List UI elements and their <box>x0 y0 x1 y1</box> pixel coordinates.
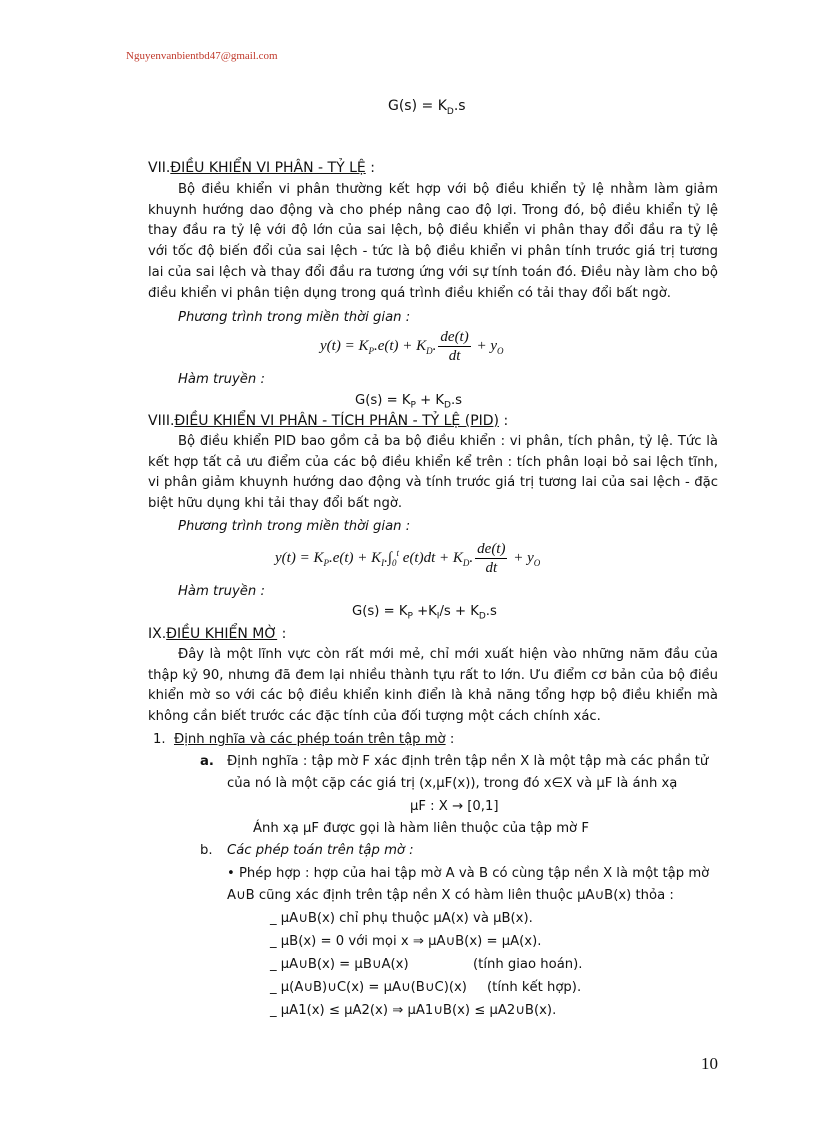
section9-paragraph: Đây là một lĩnh vực còn rất mới mẻ, chỉ mới xuất hiện vào những năm đầu của thập kỷ 90, nhưng đã đem lại nhiều thành tựu rất to lớn. Ưu điểm cơ bản của bộ điều khiển mờ so với các bộ điều khiển kinh điển là khả năng tổng hợp bộ điều khiển mà không cần biết trước các đặc tính của đối tượng một cách chính xác. <box>148 647 718 725</box>
section7-transfer-formula: $G(s) = K_P + K_D.s$ <box>355 393 463 411</box>
prop-3: _ μA∪B(x) = μB∪A(x) <box>270 957 409 972</box>
item-a-line3: Ánh xạ μF được gọi là hàm liên thuộc của tập mờ F <box>253 821 589 836</box>
item1-heading: 1. Định nghĩa và các phép toán trên tập mờ : <box>153 732 455 747</box>
header-email: Nguyenvanbientbd47@gmail.com <box>126 50 278 62</box>
section8-time-formula: $y(t) = K_P.e(t) + K_I.\int_0^t$ $e(t)dt + K_D$. $\frac{de(t)}{dt}$ + $y_O$ <box>275 541 541 576</box>
item-a-line1: Định nghĩa : tập mờ F xác định trên tập nền X là một tập mà các phần tử <box>227 754 709 769</box>
item-a-label: a. <box>200 754 214 769</box>
section8-time-domain-label: Phương trình trong miền thời gian : <box>178 519 411 534</box>
prop-2: _ μB(x) = 0 với mọi x ⇒ μA∪B(x) = μA(x). <box>270 934 542 949</box>
section9-heading: IX.ĐIỀU KHIỂN MỜ : <box>148 626 287 642</box>
page-number: 10 <box>701 1054 718 1073</box>
section7-time-domain-label: Phương trình trong miền thời gian : <box>178 310 411 325</box>
item-a-line2: của nó là một cặp các giá trị (x,μF(x)), trong đó x∈X và μF là ánh xạ <box>227 776 678 791</box>
prop-3-note: (tính giao hoán). <box>473 957 583 972</box>
prop-1: _ μA∪B(x) chỉ phụ thuộc μA(x) và μB(x). <box>270 911 533 926</box>
union-line2: A∪B cũng xác định trên tập nền X có hàm liên thuộc μA∪B(x) thỏa : <box>227 888 674 903</box>
section7-paragraph: Bộ điều khiển vi phân thường kết hợp với bộ điều khiển tỷ lệ nhằm làm giảm khuynh hướng dao động và cho phép nâng cao độ lợi. Trong đó, bộ điều khiển tỷ lệ thay đầu ra tỷ lệ với độ lớn của sai lệch, bộ điều khiển vi phân thay đổi đầu ra tỷ lệ với tốc độ biến đổi của sai lệch - tức là bộ điều khiển vi phân tính trước giá trị tương lai của sai lệch và thay đổi đầu ra tương ứng với sự tính toán đó. Điều này làm cho bộ điều khiển vi phân tiện dụng trong quá trình điều khiển có tải thay đổi bất ngờ. <box>148 182 718 301</box>
section7-heading: VII.ĐIỀU KHIỂN VI PHÂN - TỶ LỆ : <box>148 160 375 176</box>
prop-4: _ μ(A∪B)∪C(x) = μA∪(B∪C)(x) <box>270 980 467 995</box>
prop-4-note: (tính kết hợp). <box>487 980 582 995</box>
section7-time-formula: $y(t) = K_P.e(t) + K_D$. $\frac{de(t)}{dt}$ + $y_O$ <box>320 329 504 364</box>
section7-transfer-label: Hàm truyền : <box>178 372 265 387</box>
formula-top: $G(s) = K_D.s$ <box>388 98 466 117</box>
item-a-map: μF : X → [0,1] <box>410 799 499 814</box>
item-b-label: b. <box>200 843 213 858</box>
section8-paragraph: Bộ điều khiển PID bao gồm cả ba bộ điều khiển : vi phân, tích phân, tỷ lệ. Tức là kết hợp tất cả ưu điểm của các bộ điều khiển kể trên : tích phân loại bỏ sai lệch tĩnh, vi phân giảm khuynh hướng dao động và tính trước giá trị tương lai của sai lệch - đặc biệt hữu dụng khi tải thay đổi bất ngờ. <box>148 434 718 512</box>
item-b-title: Các phép toán trên tập mờ : <box>227 843 414 858</box>
section8-transfer-label: Hàm truyền : <box>178 584 265 599</box>
union-line1: • Phép hợp : hợp của hai tập mờ A và B có cùng tập nền X là một tập mờ <box>227 866 710 881</box>
section8-transfer-formula: $G(s) = K_P +K_I/s + K_D.s$ <box>352 604 497 622</box>
section8-heading: VIII.ĐIỀU KHIỂN VI PHÂN - TÍCH PHÂN - TỶ LỆ (PID) : <box>148 413 509 429</box>
prop-5: _ μA1(x) ≤ μA2(x) ⇒ μA1∪B(x) ≤ μA2∪B(x). <box>270 1003 557 1018</box>
